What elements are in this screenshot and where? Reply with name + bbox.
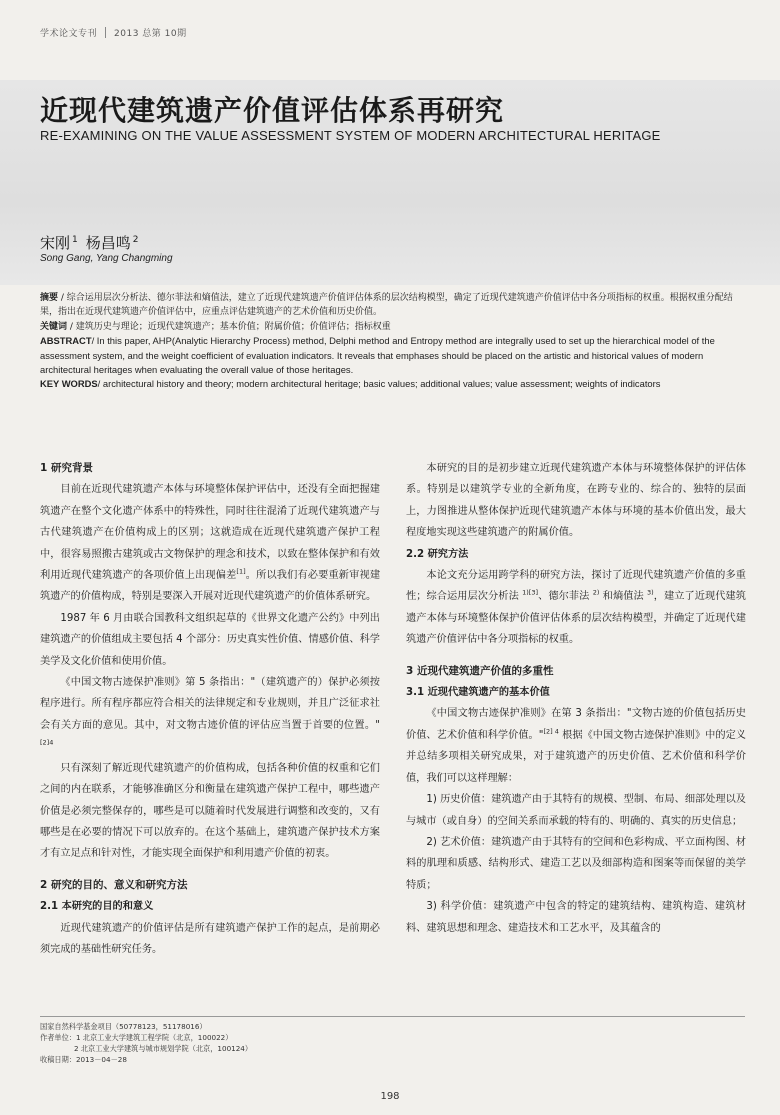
footnote-funding: 国家自然科学基金项目（50778123，51178016） <box>40 1022 207 1031</box>
running-header <box>40 26 187 39</box>
subsection-heading-3-1: 3.1 近现代建筑遗产的基本价值 <box>406 687 550 699</box>
paragraph: 近现代建筑遗产的价值评估是所有建筑遗产保护工作的起点，是前期必须完成的基础性研究任务。 <box>40 922 380 955</box>
article-title-cn: 近现代建筑遗产价值评估体系再研究 <box>40 94 505 127</box>
body-column-left <box>40 458 380 960</box>
abstract-block <box>40 291 745 392</box>
paragraph <box>406 703 746 789</box>
citation: 1)[3] <box>522 589 539 598</box>
keywords-cn-text: / 建筑历史与理论；近现代建筑遗产；基本价值；附属价值；价值评估；指标权重 <box>67 321 391 332</box>
abstract-cn-label: 摘要 <box>40 293 59 303</box>
keywords-en-label: KEY WORDS <box>40 378 98 390</box>
author-2-affiliation: 2 <box>132 235 139 245</box>
paragraph <box>406 565 746 651</box>
paragraph: 2) 艺术价值：建筑遗产由于其特有的空间和色彩构成、平立面构图、材料的肌理和质感、结构形式、建造工艺以及细部构造和图案等而保留的美学特质； <box>406 836 746 891</box>
authors-en: Song Gang, Yang Changming <box>40 253 173 264</box>
paragraph-text: 本论文充分运用跨学科的研究方法，探讨了近现代建筑遗产价值的多重性；综合运用层次分析法 <box>406 570 746 603</box>
paragraph-text: 《中国文物古迹保护准则》在第 3 条指出："文物古迹的价值包括历史价值、艺术价值和科学价值。" <box>406 708 746 741</box>
footnote-affiliation-2: 2 北京工业大学建筑与城市规划学院（北京，100124） <box>74 1044 253 1053</box>
paragraph-text: 《中国文物古迹保护准则》第 5 条指出："（建筑遗产的）保护必须按程序进行。所有程序都应符合相关的法律规定和专业规则，并且广泛征求社会有关方面的意见。其中，对文物古迹价值的评估应当置于首要的位置。" <box>40 677 380 731</box>
journal-issue: 2013 总第 10期 <box>114 29 187 39</box>
author-2-name: 杨昌鸣 <box>85 234 131 252</box>
citation: [2] 4 <box>543 727 559 736</box>
footnote-affiliation-1: 作者单位：1 北京工业大学建筑工程学院（北京，100022） <box>40 1033 233 1042</box>
keywords-cn <box>40 320 745 334</box>
abstract-en-label: ABSTRACT <box>40 335 92 347</box>
paragraph <box>40 672 380 758</box>
page-number: 198 <box>380 1091 400 1102</box>
paragraph: 只有深刻了解近现代建筑遗产的价值构成，包括各种价值的权重和它们之间的内在联系，才能够准确区分和衡量在建筑遗产保护工程中，哪些遗产价值是必须完整保存的，哪些是可以随着时代发展进行调整和改变的，又有哪些是在必要的情况下可以放弃的。在这个基础上，建筑遗产保护技术方案才有立足点和针对性，才能实现全面保护和利用遗产价值的初衷。 <box>40 762 380 860</box>
paragraph-text: 和熵值法 <box>599 591 648 603</box>
paragraph-text: 目前在近现代建筑遗产本体与环境整体保护评估中，还没有全面把握建筑遗产在整个文化遗产体系中的特殊性，同时往往混淆了近现代建筑遗产与古代建筑遗产在价值构成上的区别；这就造成在近现代建筑遗产保护工程中，很容易照搬古建筑或古文物保护的理念和技术，以致在整体保护和有效利用近现代建筑遗产的各项价值上出现偏差 <box>40 484 380 582</box>
citation: [1] <box>236 567 246 576</box>
body-column-right <box>406 458 746 939</box>
author-1-name: 宋刚 <box>40 234 71 252</box>
abstract-cn <box>40 291 745 320</box>
article-title-en: RE-EXAMINING ON THE VALUE ASSESSMENT SYSTEM OF MODERN ARCHITECTURAL HERITAGE <box>40 128 661 143</box>
abstract-cn-text: / 综合运用层次分析法、德尔菲法和熵值法，建立了近现代建筑遗产价值评估体系的层次结构模型，确定了近现代建筑遗产价值评估中各分项指标的权重。根据权重分配结果，指出在近现代建筑遗产价值评估中，应重点评估建筑遗产的艺术价值和历史价值。 <box>40 293 733 318</box>
paragraph: 3) 科学价值：建筑遗产中包含的特定的建筑结构、建筑构造、建筑材料、建筑思想和理念、建造技术和工艺水平，及其蕴含的 <box>406 901 746 934</box>
paragraph: 本研究的目的是初步建立近现代建筑遗产本体与环境整体保护的评估体系。特别是以建筑学专业的全新角度，在跨专业的、综合的、独特的层面上，力图推进从整体保护近现代建筑遗产本体与环境的基本价值出发，最大程度地实现这些建筑遗产的附属价值。 <box>406 463 746 539</box>
keywords-en-text: / architectural history and theory; modern architectural heritage; basic values; additional values; value assessment; weights of indicators <box>97 378 661 390</box>
section-heading-3: 3 近现代建筑遗产价值的多重性 <box>406 664 554 677</box>
paragraph-text: 。所以我们有必要重新审视建筑遗产的价值构成，特别是要深入开展对近现代建筑遗产的价值体系研究。 <box>40 570 381 603</box>
paragraph: 1987 年 6 月由联合国教科文组织起草的《世界文化遗产公约》中列出建筑遗产的价值组成主要包括 4 个部分：历史真实性价值、情感价值、科学美学及文化价值和使用价值。 <box>40 612 380 667</box>
footnote-divider <box>40 1016 745 1017</box>
citation: 3) <box>647 589 654 598</box>
header-divider <box>105 27 106 38</box>
authors-cn <box>40 232 147 253</box>
citation: 2) <box>592 589 600 598</box>
paragraph <box>40 479 380 607</box>
keywords-en <box>40 377 745 391</box>
keywords-cn-label: 关键词 <box>40 321 68 332</box>
paragraph-text: ，建立了近现代建筑遗产本体与环境整体保护价值评估体系的层次结构模型，并确定了近现代建筑遗产价值评估中各分项指标的权重。 <box>406 591 746 646</box>
section-heading-2: 2 研究的目的、意义和研究方法 <box>40 878 188 891</box>
footnote-received-date: 收稿日期：2013－04－28 <box>40 1055 127 1064</box>
section-heading-1: 1 研究背景 <box>40 462 93 474</box>
paragraph-text: 、德尔菲法 <box>538 591 593 603</box>
footnotes <box>40 1021 252 1065</box>
subsection-heading-2-2: 2.2 研究方法 <box>406 548 469 560</box>
journal-column: 学术论文专刊 <box>40 29 98 39</box>
paragraph-text: 根据《中国文物古迹保护准则》中的定义并总结多项相关研究成果，对于建筑遗产的历史价值、艺术价值和科学价值，我们可以这样理解： <box>406 729 746 784</box>
author-1-affiliation: 1 <box>72 235 78 245</box>
paragraph: 1) 历史价值：建筑遗产由于其特有的规模、型制、布局、细部处理以及与城市（或自身）的空间关系而承载的特有的、明确的、真实的历史信息； <box>406 794 746 827</box>
abstract-en-text: / In this paper, AHP(Analytic Hierarchy Process) method, Delphi method and Entropy method are integrally used to set up the hierarchical model of the assessment system, and the weight coefficient of evaluation indicators. It reveals that emphases should be placed on the artistic and historical values of modern architectural heritages when evaluating the overall value of those heritages. <box>40 335 715 376</box>
abstract-en <box>40 334 745 377</box>
citation: [2]4 <box>40 738 54 747</box>
subsection-heading-2-1: 2.1 本研究的目的和意义 <box>40 901 154 913</box>
